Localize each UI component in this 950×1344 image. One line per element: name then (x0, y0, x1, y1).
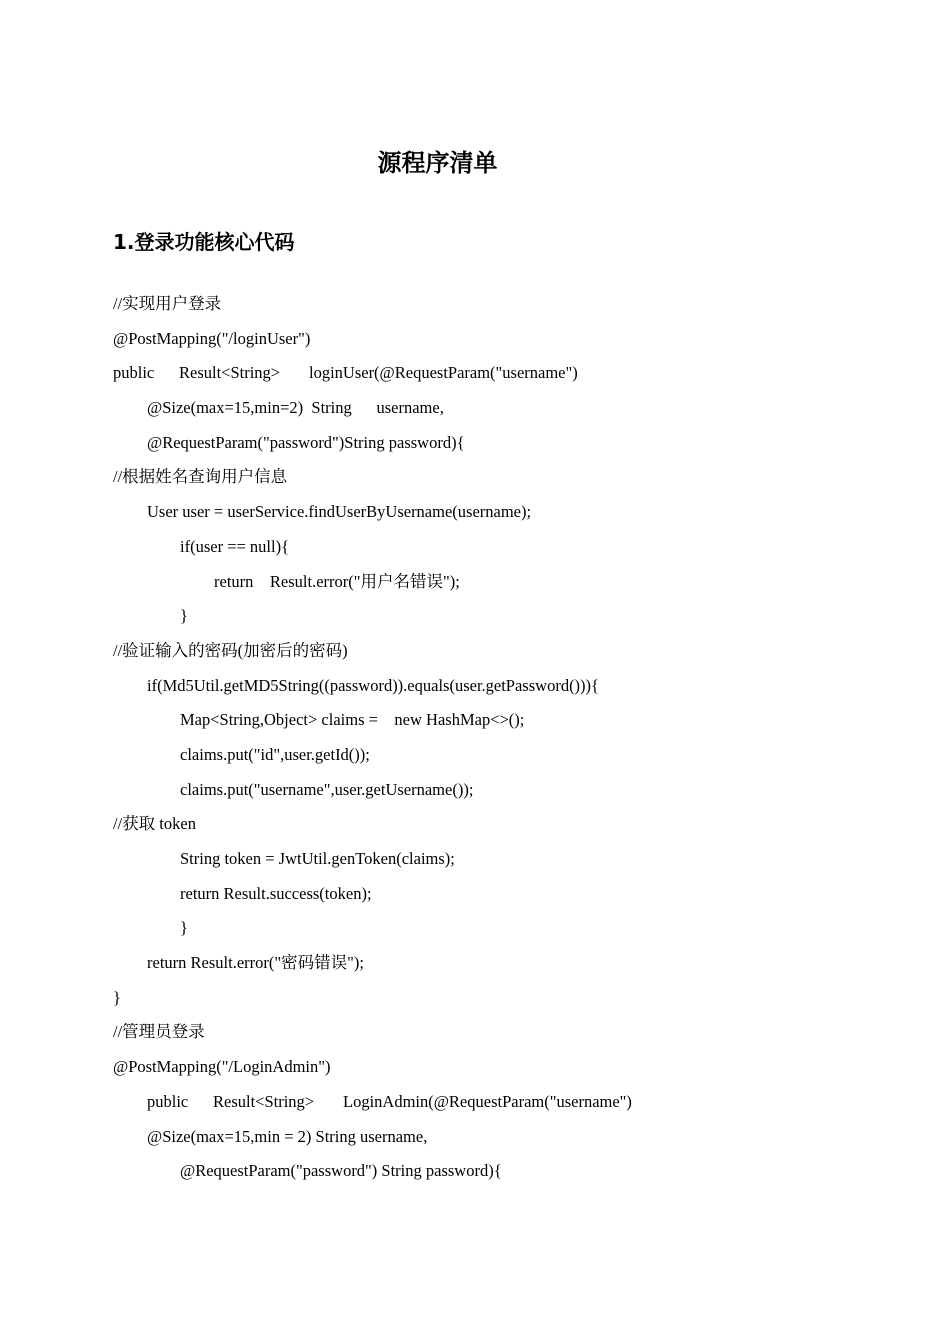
code-line: String token = JwtUtil.genToken(claims); (180, 849, 455, 868)
code-line: //根据姓名查询用户信息 (113, 467, 288, 487)
code-line: Map<String,Object> claims = new HashMap<>(); (180, 710, 525, 730)
code-line: claims.put("username",user.getUsername()); (180, 779, 474, 799)
code-line: //获取 token (113, 814, 196, 834)
code-line: if(Md5Util.getMD5String((password)).equals(user.getPassword())){ (147, 675, 599, 695)
code-line: @RequestParam("password")String password){ (147, 432, 465, 452)
code-line: @Size(max=15,min = 2) String username, (147, 1126, 428, 1146)
code-line: public Result<String> loginUser(@RequestParam("username") (113, 363, 578, 383)
code-line: if(user == null){ (180, 536, 290, 556)
code-line: User user = userService.findUserByUsername(username); (147, 502, 532, 522)
code-line: return Result.error("密码错误"); (147, 953, 364, 973)
code-line: @RequestParam("password") String password){ (180, 1161, 502, 1181)
section-heading: 1.登录功能核心代码 (113, 230, 295, 254)
code-line: @PostMapping("/loginUser") (113, 328, 311, 348)
code-line: return Result.success(token); (180, 883, 372, 903)
code-line: } (113, 987, 121, 1007)
code-line: //管理员登录 (113, 1022, 205, 1042)
code-line: return Result.error("用户名错误"); (214, 571, 460, 591)
code-line: claims.put("id",user.getId()); (180, 744, 370, 764)
code-line: public Result<String> LoginAdmin(@RequestParam("username") (147, 1091, 632, 1111)
code-listing (113, 287, 893, 1189)
code-line: //实现用户登录 (113, 294, 222, 313)
code-line: //验证输入的密码(加密后的密码) (113, 640, 348, 660)
code-line: } (180, 918, 188, 938)
code-line: @PostMapping("/LoginAdmin") (113, 1057, 331, 1077)
code-line: } (180, 606, 188, 626)
document-title: 源程序清单 (377, 149, 498, 177)
code-line: @Size(max=15,min=2) String username, (147, 398, 444, 418)
